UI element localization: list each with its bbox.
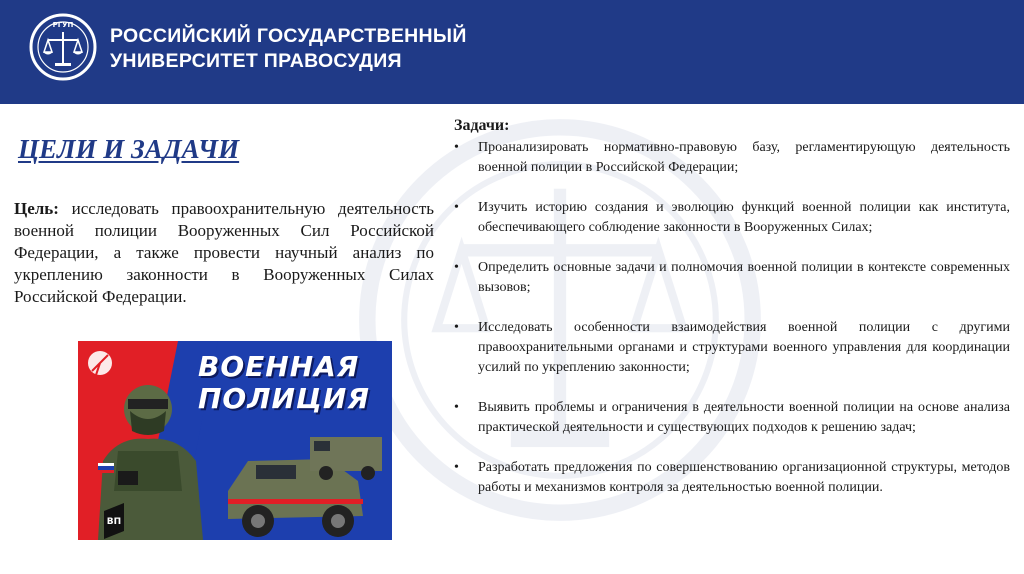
patch-text: ВП — [106, 517, 122, 527]
university-logo — [28, 12, 98, 82]
goal-text: исследовать правоохранительную деятельность военной полиции Вооруженных Сил Российской Федерации, а также провести научный анализ по укреплению законности в Вооруженных Силах Российской Федерации. — [14, 199, 435, 306]
task-item: • Изучить историю создания и эволюцию функций военной полиции как института, обеспечивающего соблюдение законности в Вооруженных Силах; — [454, 198, 1010, 238]
tasks-list — [454, 138, 1010, 498]
goal-label: Цель: — [14, 199, 59, 218]
goal-paragraph — [14, 198, 434, 308]
st-george-emblem-icon — [88, 351, 112, 375]
university-name — [110, 24, 467, 74]
task-item: • Проанализировать нормативно-правовую базу, регламентирующую деятельность военной полиции в Российской Федерации; — [454, 138, 1010, 178]
tasks-heading: Задачи: — [454, 117, 510, 134]
university-name-line2: УНИВЕРСИТЕТ ПРАВОСУДИЯ — [110, 50, 402, 72]
university-name-line1: РОССИЙСКИЙ ГОСУДАРСТВЕННЫЙ — [110, 25, 467, 47]
poster-title-line2: ПОЛИЦИЯ — [198, 382, 370, 415]
task-item: • Разработать предложения по совершенствованию организационной структуры, методов работы и механизмов контроля за деятельностью военной полиции. — [454, 458, 1010, 498]
task-item: • Определить основные задачи и полномочия военной полиции в контексте современных вызовов; — [454, 258, 1010, 298]
poster-title — [198, 351, 370, 415]
military-police-poster — [78, 341, 392, 540]
slide-title: ЦЕЛИ И ЗАДАЧИ — [18, 134, 240, 164]
task-item: • Исследовать особенности взаимодействия военной полиции с другими правоохранительными органами и структурами военного управления для координации усилий по укреплению законности; — [454, 318, 1010, 378]
poster-title-line1: ВОЕННАЯ — [198, 350, 360, 383]
header-bar — [0, 0, 1024, 104]
task-item: • Выявить проблемы и ограничения в деятельности военной полиции на основе анализа практической деятельности и существующих подходов к решению задач; — [454, 398, 1010, 438]
logo-text: РГУП — [52, 21, 74, 29]
